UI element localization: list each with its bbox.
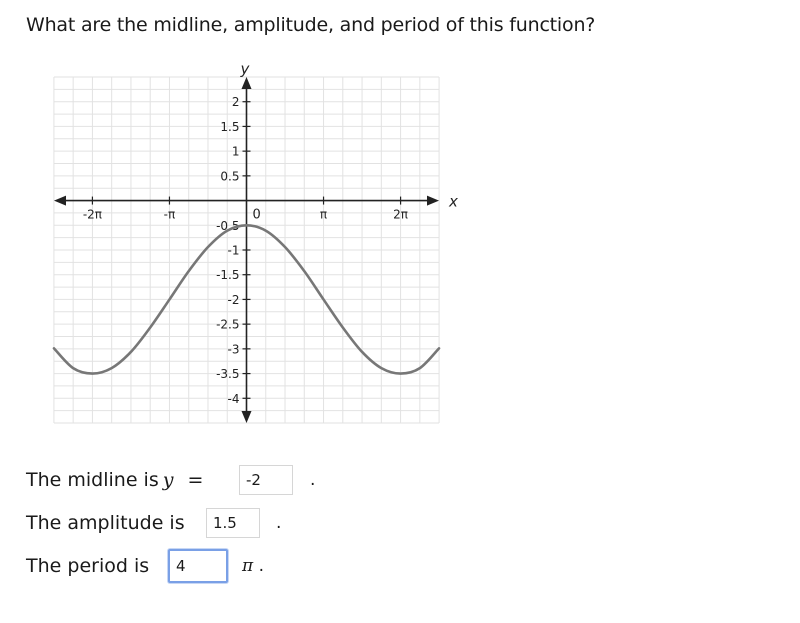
amplitude-period-mark: . <box>276 513 282 533</box>
question-text: What are the midline, amplitude, and period of this function? <box>26 14 596 36</box>
period-end-mark: . <box>258 556 264 576</box>
y-tick-label: -1 <box>227 243 240 258</box>
pi-symbol: π <box>242 556 254 576</box>
x-axis-right-arrow <box>427 196 439 206</box>
midline-period-mark: . <box>310 470 316 490</box>
period-suffix <box>242 556 264 576</box>
x-tick-label: -π <box>163 207 176 222</box>
y-tick-label: 1 <box>231 144 240 159</box>
y-tick-label: 1.5 <box>220 119 240 134</box>
midline-row <box>26 464 203 496</box>
x-tick-label: π <box>319 207 328 222</box>
y-tick-label: -2.5 <box>216 317 240 332</box>
period-input[interactable]: 4 <box>168 549 228 583</box>
y-tick-label: -0.5 <box>216 218 240 233</box>
y-tick-label: -1.5 <box>216 268 240 283</box>
origin-label: 0 <box>252 207 261 223</box>
midline-label: The midline is <box>26 469 159 491</box>
period-label: The period is <box>26 555 150 577</box>
y-tick-label: 2 <box>231 95 240 110</box>
amplitude-row <box>26 507 185 539</box>
amplitude-input[interactable]: 1.5 <box>206 508 260 538</box>
x-tick-label: 2π <box>393 207 409 222</box>
x-tick-label: -2π <box>82 207 103 222</box>
y-tick-label: -3 <box>227 342 240 357</box>
midline-input[interactable]: -2 <box>239 465 293 495</box>
y-tick-label: 0.5 <box>220 169 240 184</box>
amplitude-label: The amplitude is <box>26 512 185 534</box>
y-axis-label: y <box>240 60 250 78</box>
equals-sign: = <box>187 469 204 491</box>
midline-variable: y <box>162 469 174 491</box>
x-axis-left-arrow <box>54 196 66 206</box>
period-row <box>26 550 149 582</box>
x-axis-label: x <box>449 192 458 211</box>
y-tick-label: -4 <box>227 391 240 406</box>
y-tick-label: -3.5 <box>216 367 240 382</box>
y-tick-label: -2 <box>227 292 240 307</box>
y-axis-bottom-arrow <box>242 411 252 423</box>
y-axis-top-arrow <box>242 77 252 89</box>
